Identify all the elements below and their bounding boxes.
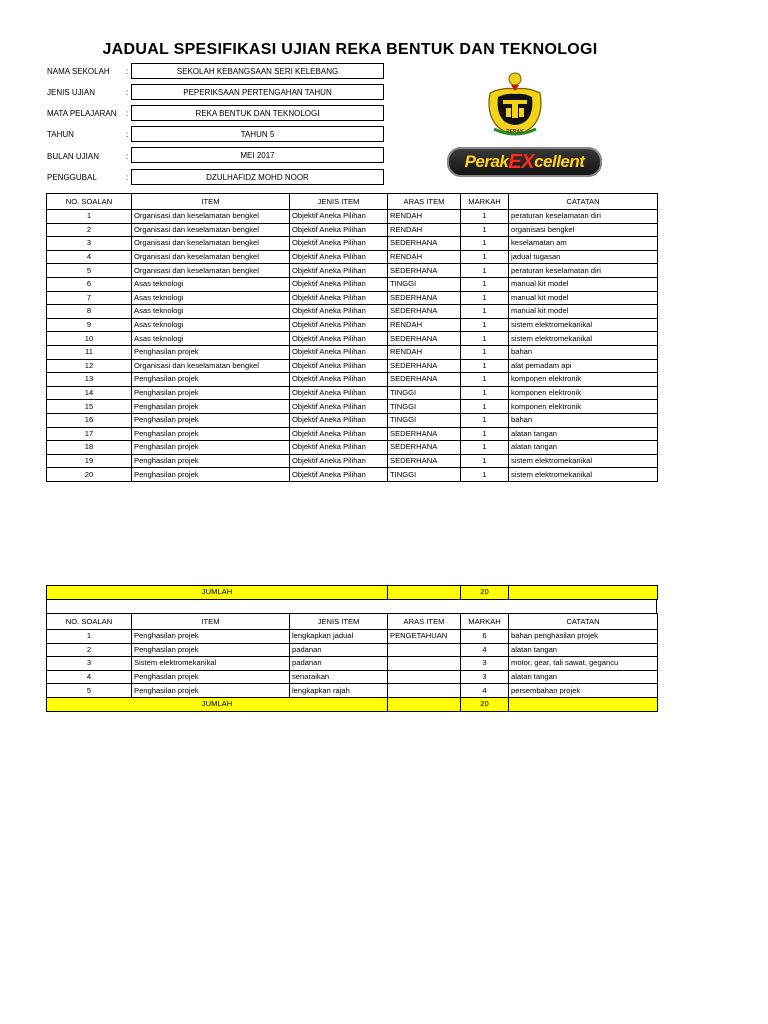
cell-catatan: persembahan projek: [509, 684, 658, 698]
spec-table-2: [46, 613, 658, 712]
cell-no-soalan: 1: [47, 210, 132, 224]
header-no-soalan: NO. SOALAN: [47, 194, 132, 210]
cell-markah: 1: [461, 400, 509, 414]
table-row: [47, 332, 658, 346]
cell-jenis-item: Objektif Aneka Pilihan: [290, 264, 388, 278]
header-catatan: CATATAN: [509, 194, 658, 210]
field-bulan-ujian: MEI 2017: [131, 147, 384, 163]
cell-markah: 1: [461, 373, 509, 387]
cell-catatan: motor, gear, tali sawat, gegancu: [509, 657, 658, 671]
header-item: ITEM: [132, 614, 290, 630]
field-jenis-ujian: PEPERIKSAAN PERTENGAHAN TAHUN: [131, 84, 384, 100]
table-row: [47, 670, 658, 684]
cell-item: Penghasilan projek: [132, 630, 290, 644]
cell-catatan: komponen elektronik: [509, 373, 658, 387]
cell-no-soalan: 5: [47, 684, 132, 698]
cell-markah: 1: [461, 332, 509, 346]
table-row: [47, 657, 658, 671]
cell-aras-item: [388, 684, 461, 698]
colon: :: [126, 173, 129, 182]
total-label: JUMLAH: [47, 697, 388, 711]
cell-aras-item: RENDAH: [388, 210, 461, 224]
cell-aras-item: RENDAH: [388, 250, 461, 264]
table-row: [47, 250, 658, 264]
header-markah: MARKAH: [461, 614, 509, 630]
total-table-1: [46, 585, 658, 600]
cell-markah: 1: [461, 223, 509, 237]
cell-catatan: manual kit model: [509, 291, 658, 305]
cell-item: Penghasilan projek: [132, 643, 290, 657]
cell-markah: 1: [461, 345, 509, 359]
total-empty-cell: [509, 586, 658, 600]
cell-no-soalan: 3: [47, 237, 132, 251]
cell-jenis-item: Objektif Aneka Pilihan: [290, 468, 388, 482]
cell-item: Penghasilan projek: [132, 441, 290, 455]
cell-markah: 1: [461, 250, 509, 264]
field-penggubal: DZULHAFIDZ MOHD NOOR: [131, 169, 384, 185]
cell-catatan: sistem elektromekanikal: [509, 468, 658, 482]
crest-label: PERAK: [506, 129, 524, 135]
cell-item: Penghasilan projek: [132, 386, 290, 400]
cell-no-soalan: 20: [47, 468, 132, 482]
cell-aras-item: [388, 657, 461, 671]
cell-catatan: keselamatan am: [509, 237, 658, 251]
cell-markah: 3: [461, 657, 509, 671]
cell-jenis-item: Objektif Aneka Pilihan: [290, 223, 388, 237]
cell-catatan: peraturan keselamatan diri: [509, 264, 658, 278]
cell-catatan: manual kit model: [509, 305, 658, 319]
cell-jenis-item: Objektif Aneka Pilihan: [290, 277, 388, 291]
cell-catatan: bahan penghasilan projek: [509, 630, 658, 644]
cell-catatan: alat pemadam api: [509, 359, 658, 373]
header-item: ITEM: [132, 194, 290, 210]
field-mata-pelajaran: REKA BENTUK DAN TEKNOLOGI: [131, 105, 384, 121]
cell-catatan: jadual tugasan: [509, 250, 658, 264]
cell-item: Penghasilan projek: [132, 427, 290, 441]
cell-markah: 4: [461, 684, 509, 698]
table-row: [47, 359, 658, 373]
cell-catatan: alatan tangan: [509, 427, 658, 441]
cell-markah: 3: [461, 670, 509, 684]
table-row: [47, 643, 658, 657]
colon: :: [126, 109, 129, 118]
cell-aras-item: SEDERHANA: [388, 264, 461, 278]
cell-aras-item: TINGGI: [388, 468, 461, 482]
cell-jenis-item: Objektif Aneka Pilihan: [290, 318, 388, 332]
cell-item: Organisasi dan keselamatan bengkel: [132, 250, 290, 264]
cell-no-soalan: 5: [47, 264, 132, 278]
cell-no-soalan: 2: [47, 223, 132, 237]
page-title: JADUAL SPESIFIKASI UJIAN REKA BENTUK DAN TEKNOLOGI: [102, 41, 598, 58]
cell-no-soalan: 3: [47, 657, 132, 671]
cell-aras-item: PENGETAHUAN: [388, 630, 461, 644]
cell-markah: 1: [461, 413, 509, 427]
cell-catatan: bahan: [509, 345, 658, 359]
cell-aras-item: SEDERHANA: [388, 427, 461, 441]
colon: :: [126, 67, 129, 76]
field-tahun: TAHUN 5: [131, 126, 384, 142]
cell-catatan: alatan tangan: [509, 643, 658, 657]
cell-catatan: sistem elektromekanikal: [509, 454, 658, 468]
cell-aras-item: TINGGI: [388, 277, 461, 291]
cell-catatan: manual kit model: [509, 277, 658, 291]
cell-catatan: peraturan keselamatan diri: [509, 210, 658, 224]
cell-markah: 1: [461, 468, 509, 482]
header-aras-item: ARAS ITEM: [388, 194, 461, 210]
cell-jenis-item: Objektif Aneka Pilihan: [290, 413, 388, 427]
table-row: [47, 223, 658, 237]
cell-aras-item: [388, 643, 461, 657]
cell-jenis-item: Objektif Aneka Pilihan: [290, 210, 388, 224]
cell-item: Organisasi dan keselamatan bengkel: [132, 359, 290, 373]
table-row: [47, 413, 658, 427]
cell-no-soalan: 10: [47, 332, 132, 346]
cell-aras-item: RENDAH: [388, 345, 461, 359]
cell-no-soalan: 2: [47, 643, 132, 657]
total-markah: 20: [461, 697, 509, 711]
cell-no-soalan: 17: [47, 427, 132, 441]
cell-catatan: komponen elektronik: [509, 386, 658, 400]
cell-catatan: komponen elektronik: [509, 400, 658, 414]
cell-catatan: alatan tangan: [509, 670, 658, 684]
cell-aras-item: SEDERHANA: [388, 441, 461, 455]
cell-markah: 1: [461, 441, 509, 455]
label-jenis-ujian: JENIS UJIAN: [47, 88, 96, 97]
cell-markah: 1: [461, 318, 509, 332]
total-empty-cell: [509, 697, 658, 711]
cell-jenis-item: Objektif Aneka Pilihan: [290, 250, 388, 264]
cell-item: Penghasilan projek: [132, 400, 290, 414]
cell-item: Organisasi dan keselamatan bengkel: [132, 210, 290, 224]
cell-catatan: bahan: [509, 413, 658, 427]
table-row: [47, 400, 658, 414]
cell-aras-item: SEDERHANA: [388, 454, 461, 468]
cell-no-soalan: 1: [47, 630, 132, 644]
table-row: [47, 210, 658, 224]
total-empty-cell: [388, 586, 461, 600]
colon: :: [126, 152, 129, 161]
cell-jenis-item: Objektif Aneka Pilihan: [290, 237, 388, 251]
total-row: [47, 586, 658, 600]
cell-markah: 1: [461, 305, 509, 319]
cell-markah: 1: [461, 427, 509, 441]
header-catatan: CATATAN: [509, 614, 658, 630]
cell-no-soalan: 19: [47, 454, 132, 468]
cell-no-soalan: 18: [47, 441, 132, 455]
field-nama-sekolah: SEKOLAH KEBANGSAAN SERI KELEBANG: [131, 63, 384, 79]
cell-markah: 6: [461, 630, 509, 644]
cell-aras-item: TINGGI: [388, 400, 461, 414]
table-row: [47, 264, 658, 278]
cell-jenis-item: lengkapkan rajah: [290, 684, 388, 698]
cell-no-soalan: 14: [47, 386, 132, 400]
cell-jenis-item: senaraikan: [290, 670, 388, 684]
colon: :: [126, 130, 129, 139]
logo-text-ex: EX: [508, 150, 535, 173]
cell-markah: 1: [461, 454, 509, 468]
table-row: [47, 345, 658, 359]
header-no-soalan: NO. SOALAN: [47, 614, 132, 630]
cell-item: Asas teknologi: [132, 318, 290, 332]
cell-no-soalan: 4: [47, 250, 132, 264]
cell-item: Asas teknologi: [132, 277, 290, 291]
cell-jenis-item: Objektif Aneka Pilihan: [290, 291, 388, 305]
label-bulan-ujian: BULAN UJIAN: [47, 152, 100, 161]
cell-jenis-item: Objektif Aneka Pilihan: [290, 359, 388, 373]
cell-jenis-item: Objektif Aneka Pilihan: [290, 441, 388, 455]
cell-item: Penghasilan projek: [132, 454, 290, 468]
cell-item: Organisasi dan keselamatan bengkel: [132, 264, 290, 278]
cell-jenis-item: Objektif Aneka Pilihan: [290, 427, 388, 441]
table-row: [47, 386, 658, 400]
cell-item: Penghasilan projek: [132, 468, 290, 482]
cell-item: Organisasi dan keselamatan bengkel: [132, 223, 290, 237]
cell-jenis-item: Objektif Aneka Pilihan: [290, 332, 388, 346]
cell-item: Penghasilan projek: [132, 373, 290, 387]
cell-aras-item: TINGGI: [388, 413, 461, 427]
cell-jenis-item: Objektif Aneka Pilihan: [290, 373, 388, 387]
cell-aras-item: SEDERHANA: [388, 359, 461, 373]
total-empty-cell: [388, 697, 461, 711]
spacer-row: [46, 599, 657, 613]
cell-jenis-item: lengkapkan jadual: [290, 630, 388, 644]
table-row: [47, 427, 658, 441]
cell-markah: 1: [461, 210, 509, 224]
header-markah: MARKAH: [461, 194, 509, 210]
cell-jenis-item: padanan: [290, 643, 388, 657]
cell-no-soalan: 9: [47, 318, 132, 332]
table-row: [47, 291, 658, 305]
cell-item: Penghasilan projek: [132, 670, 290, 684]
header-jenis-item: JENIS ITEM: [290, 614, 388, 630]
cell-no-soalan: 8: [47, 305, 132, 319]
cell-jenis-item: padanan: [290, 657, 388, 671]
cell-item: Penghasilan projek: [132, 684, 290, 698]
cell-aras-item: SEDERHANA: [388, 332, 461, 346]
cell-aras-item: SEDERHANA: [388, 291, 461, 305]
label-nama-sekolah: NAMA SEKOLAH: [47, 67, 110, 76]
logo-text-cellent: cellent: [534, 152, 585, 171]
table-row: [47, 305, 658, 319]
cell-jenis-item: Objektif Aneka Pilihan: [290, 400, 388, 414]
cell-aras-item: RENDAH: [388, 318, 461, 332]
cell-no-soalan: 16: [47, 413, 132, 427]
header-jenis-item: JENIS ITEM: [290, 194, 388, 210]
cell-aras-item: SEDERHANA: [388, 373, 461, 387]
cell-no-soalan: 4: [47, 670, 132, 684]
cell-markah: 1: [461, 237, 509, 251]
cell-item: Asas teknologi: [132, 332, 290, 346]
colon: :: [126, 88, 129, 97]
cell-item: Sistem elektromekanikal: [132, 657, 290, 671]
cell-aras-item: SEDERHANA: [388, 237, 461, 251]
table-row: [47, 684, 658, 698]
table-row: [47, 441, 658, 455]
table-row: [47, 454, 658, 468]
cell-no-soalan: 6: [47, 277, 132, 291]
cell-catatan: organisasi bengkel: [509, 223, 658, 237]
cell-no-soalan: 7: [47, 291, 132, 305]
cell-markah: 1: [461, 264, 509, 278]
table-row: [47, 373, 658, 387]
cell-markah: 1: [461, 359, 509, 373]
cell-jenis-item: Objektif Aneka Pilihan: [290, 454, 388, 468]
table-header-row: [47, 614, 658, 630]
cell-no-soalan: 13: [47, 373, 132, 387]
cell-no-soalan: 11: [47, 345, 132, 359]
total-row: [47, 697, 658, 711]
cell-jenis-item: Objektif Aneka Pilihan: [290, 386, 388, 400]
label-tahun: TAHUN: [47, 130, 74, 139]
table-row: [47, 468, 658, 482]
total-markah: 20: [461, 586, 509, 600]
logo-text-perak: Perak: [464, 152, 509, 171]
label-penggubal: PENGGUBAL: [47, 173, 97, 182]
cell-markah: 1: [461, 291, 509, 305]
cell-markah: 1: [461, 277, 509, 291]
table-row: [47, 318, 658, 332]
cell-jenis-item: Objektif Aneka Pilihan: [290, 345, 388, 359]
table-row: [47, 277, 658, 291]
label-mata-pelajaran: MATA PELAJARAN: [47, 109, 117, 118]
cell-no-soalan: 15: [47, 400, 132, 414]
perak-excellent-logo: [447, 147, 602, 177]
cell-item: Asas teknologi: [132, 291, 290, 305]
cell-catatan: alatan tangan: [509, 441, 658, 455]
total-label: JUMLAH: [47, 586, 388, 600]
header-aras-item: ARAS ITEM: [388, 614, 461, 630]
cell-aras-item: RENDAH: [388, 223, 461, 237]
cell-item: Penghasilan projek: [132, 345, 290, 359]
cell-aras-item: [388, 670, 461, 684]
cell-aras-item: TINGGI: [388, 386, 461, 400]
cell-markah: 1: [461, 386, 509, 400]
cell-jenis-item: Objektif Aneka Pilihan: [290, 305, 388, 319]
cell-aras-item: SEDERHANA: [388, 305, 461, 319]
table-row: [47, 237, 658, 251]
cell-catatan: sistem elektromekanikal: [509, 332, 658, 346]
cell-no-soalan: 12: [47, 359, 132, 373]
cell-catatan: sistem elektromekanikal: [509, 318, 658, 332]
cell-item: Penghasilan projek: [132, 413, 290, 427]
table-row: [47, 630, 658, 644]
cell-item: Organisasi dan keselamatan bengkel: [132, 237, 290, 251]
table-header-row: [47, 194, 658, 210]
spec-table-1: [46, 193, 658, 482]
cell-item: Asas teknologi: [132, 305, 290, 319]
cell-markah: 4: [461, 643, 509, 657]
